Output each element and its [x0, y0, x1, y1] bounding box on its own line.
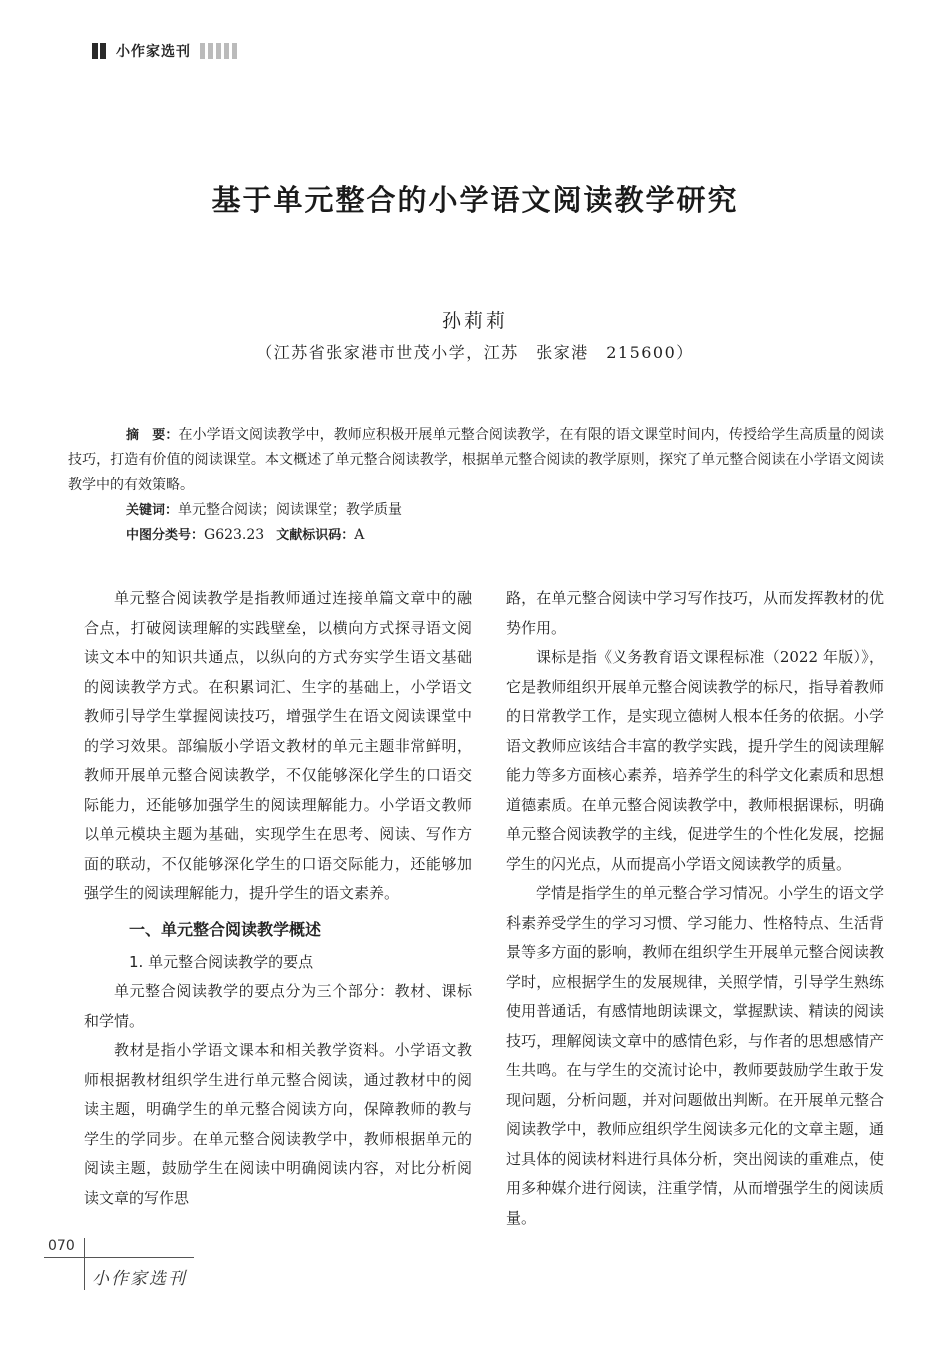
body-paragraph: 课标是指《义务教育语文课程标准（2022 年版）》，它是教师组织开展单元整合阅读教学的标尺，指导着教师的日常教学工作，是实现立德树人根本任务的依据。小学语文教师应该结合丰富的教学实践，提升学生的阅读理解能力等多方面核心素养，培养学生的科学文化素质和思想道德素质。在单元整合阅读教学中，教师根据课标，明确单元整合阅读教学的主线，促进学生的个性化发展，挖掘学生的闪光点，从而提高小学语文阅读教学的质量。 — [506, 648, 884, 873]
header-bar-icon — [216, 43, 221, 59]
clc-value: G623.23 — [204, 527, 265, 543]
abstract-text: 在小学语文阅读教学中，教师应积极开展单元整合阅读教学，在有限的语文课堂时间内，传授给学生高质量的阅读技巧，打造有价值的阅读课堂。本文概述了单元整合阅读教学，根据单元整合阅读的教学原则，探究了单元整合阅读在小学语文阅读教学中的有效策略。 — [68, 427, 884, 493]
doc-code-label: 文献标识码： — [276, 528, 355, 543]
header-bar-icon — [224, 43, 229, 59]
header-bar-icon — [208, 43, 213, 59]
body-paragraph: 学情是指学生的单元整合学习情况。小学生的语文学科素养受学生的学习习惯、学习能力、性格特点、生活背景等多方面的影响，教师在组织学生开展单元整合阅读教学时，应根据学生的发展规律，关照学情，引导学生熟练使用普通话，有感情地朗读课文，掌握默读、精读的阅读技巧，理解阅读文章中的感情色彩，与作者的思想感情产生共鸣。在与学生的交流讨论中，教师要鼓励学生敢于发现问题，分析问题，并对问题做出判断。在开展单元整合阅读教学中，教师应组织学生阅读多元化的文章主题，通过具体的阅读材料进行具体分析，突出阅读的重难点，使用多种媒介进行阅读，注重学情，从而增强学生的阅读质量。 — [506, 884, 884, 1227]
journal-logo: 小作家选刊 — [92, 1269, 187, 1289]
footer-divider-vertical — [84, 1238, 85, 1290]
author-affiliation: （江苏省张家港市世茂小学，江苏 张家港 215600） — [256, 343, 694, 362]
header-bar-icon — [232, 43, 237, 59]
clc-label: 中图分类号： — [126, 528, 205, 543]
article-title: 基于单元整合的小学语文阅读教学研究 — [211, 183, 739, 217]
header-bar-icon — [100, 43, 106, 59]
journal-name: 小作家选刊 — [116, 44, 191, 60]
keywords-value: 单元整合阅读；阅读课堂；教学质量 — [178, 502, 403, 518]
body-column-right — [506, 584, 884, 1233]
page-number: 070 — [48, 1238, 75, 1254]
keywords-line — [68, 498, 884, 523]
section-heading: 一、单元整合阅读教学概述 — [129, 919, 322, 939]
running-header — [92, 40, 240, 62]
abstract — [68, 423, 884, 498]
abstract-label: 摘 要： — [126, 428, 179, 443]
body-paragraph: 单元整合阅读教学是指教师通过连接单篇文章中的融合点，打破阅读理解的实践壁垒，以横向方式探寻语文阅读文本中的知识共通点，以纵向的方式夯实学生语文基础的阅读教学方式。在积累词汇、生字的基础上，小学语文教师引导学生掌握阅读技巧，增强学生在语文阅读课堂中的学习效果。部编版小学语文教材的单元主题非常鲜明，教师开展单元整合阅读教学，不仅能够深化学生的口语交际能力，还能够加强学生的阅读理解能力。小学语文教师以单元模块主题为基础，实现学生在思考、阅读、写作方面的联动，不仅能够深化学生的口语交际能力，还能够加强学生的阅读理解能力，提升学生的语文素养。 — [84, 589, 472, 902]
classification-line — [68, 523, 884, 548]
doc-code-value: A — [354, 527, 365, 543]
body-paragraph: 教材是指小学语文课本和相关教学资料。小学语文教师根据教材组织学生进行单元整合阅读，通过教材中的阅读主题，明确学生的单元整合阅读方向，保障教师的教与学生的学同步。在单元整合阅读教学中，教师根据单元的阅读主题，鼓励学生在阅读中明确阅读内容，对比分析阅读文章的写作思 — [84, 1041, 472, 1207]
footer-divider — [44, 1257, 194, 1258]
author-name: 孙莉莉 — [441, 310, 508, 332]
header-bar-icon — [200, 43, 205, 59]
body-paragraph: 单元整合阅读教学的要点分为三个部分：教材、课标和学情。 — [84, 982, 472, 1030]
keywords-label: 关键词： — [126, 503, 179, 518]
subsection-heading: 1. 单元整合阅读教学的要点 — [129, 952, 314, 971]
body-column-left — [84, 584, 472, 1213]
body-paragraph: 路，在单元整合阅读中学习写作技巧，从而发挥教材的优势作用。 — [506, 589, 884, 637]
abstract-block — [68, 423, 884, 548]
header-bar-icon — [92, 43, 98, 59]
